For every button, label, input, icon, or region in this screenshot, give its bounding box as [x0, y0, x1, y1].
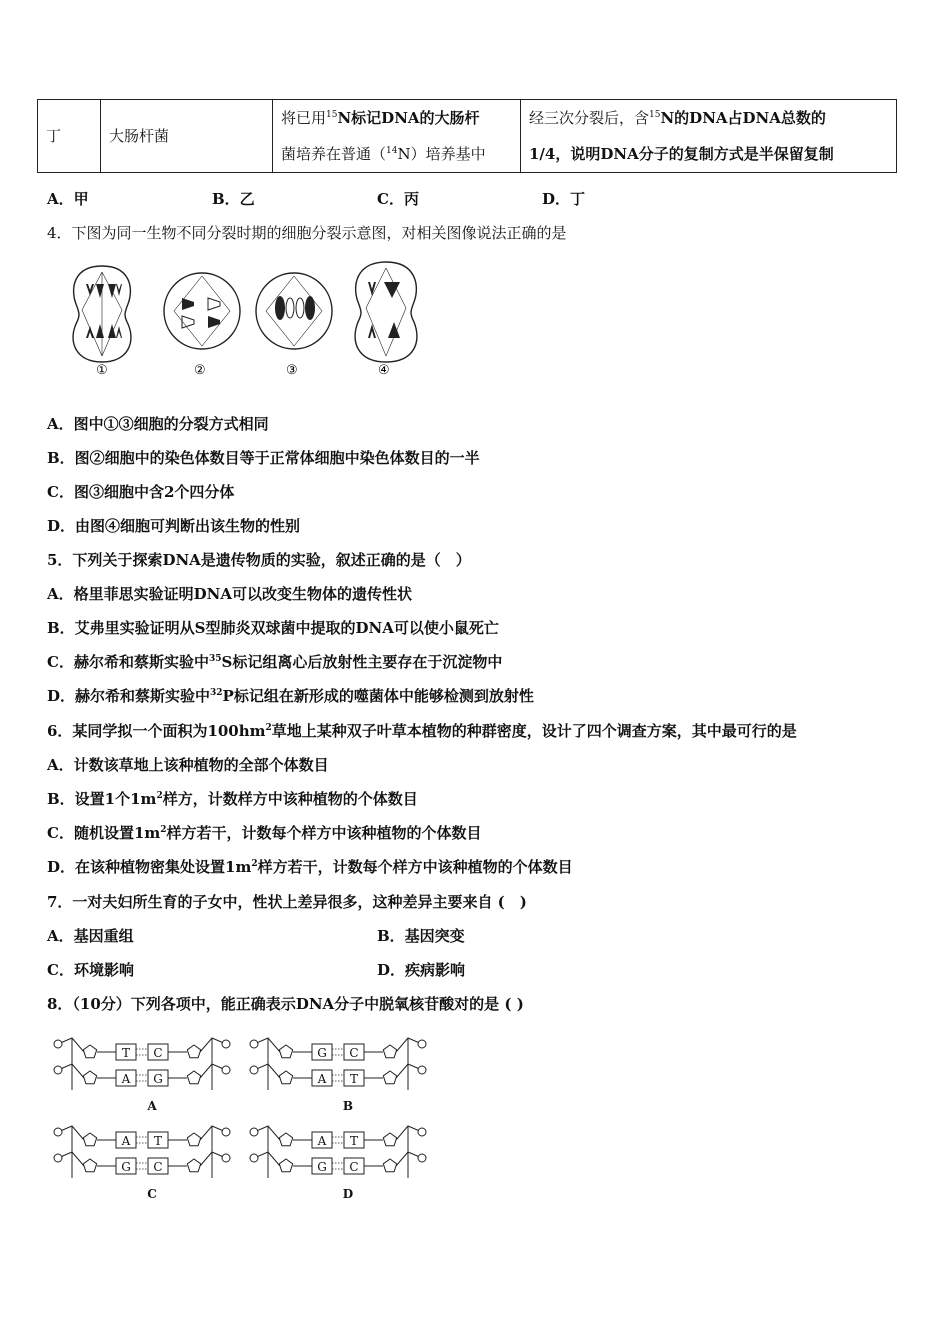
table-cell-method: 将已用$^{15}$N标记DNA的大肠杆 菌培养在普通（$^{14}$N）培养基中 [273, 100, 521, 173]
phosphate-circle [222, 1066, 230, 1074]
base-letter: C [349, 1160, 359, 1174]
deoxyribose-pentagon [383, 1045, 396, 1058]
panel-b [250, 1038, 426, 1113]
panel-a [54, 1038, 230, 1113]
q6-option-b: B．设置1个$1m^2$样方，计数样方中该种植物的个体数目 [47, 790, 418, 808]
phosphate-circle [222, 1128, 230, 1136]
q8-stem: 8．（10分）下列各项中，能正确表示DNA分子中脱氧核苷酸对的是 ( ) [47, 995, 524, 1013]
base-letter: A [121, 1072, 131, 1086]
deoxyribose-pentagon [279, 1071, 292, 1084]
base-letter: T [349, 1072, 359, 1086]
base-letter: A [121, 1134, 131, 1148]
base-letter: C [153, 1046, 163, 1060]
base-letter: G [317, 1046, 327, 1060]
panel-label: C [147, 1187, 157, 1201]
cell-1-label: ① [96, 363, 108, 378]
deoxyribose-pentagon [187, 1159, 200, 1172]
q7-option-c: C．环境影响 [47, 961, 134, 979]
phosphate-circle [418, 1154, 426, 1162]
base-letter: T [349, 1134, 359, 1148]
cell-4-label: ④ [378, 363, 390, 378]
deoxyribose-pentagon [383, 1133, 396, 1146]
cell-4-membrane [355, 262, 417, 362]
cell-2-membrane [164, 273, 240, 349]
q4-option-b: B．图②细胞中的染色体数目等于正常体细胞中染色体数目的一半 [47, 449, 480, 467]
panel-label: D [342, 1187, 354, 1201]
table-cell-conclusion: 经三次分裂后，含$^{15}$N的DNA占DNA总数的 1/4，说明DNA分子的复制方式是半保留复制 [521, 100, 897, 173]
table-cell-group: 丁 [38, 100, 101, 173]
deoxyribose-pentagon [187, 1045, 200, 1058]
phosphate-circle [222, 1154, 230, 1162]
cell-3-label: ③ [286, 363, 298, 378]
deoxyribose-pentagon [383, 1071, 396, 1084]
deoxyribose-pentagon [383, 1159, 396, 1172]
deoxyribose-pentagon [279, 1159, 292, 1172]
cell-division-figure [62, 258, 432, 380]
phosphate-circle [222, 1040, 230, 1048]
phosphate-circle [54, 1154, 62, 1162]
base-letter: C [153, 1160, 163, 1174]
deoxyribose-pentagon [187, 1133, 200, 1146]
base-letter: A [317, 1134, 327, 1148]
deoxyribose-pentagon [83, 1045, 96, 1058]
phosphate-circle [250, 1040, 258, 1048]
q5-stem: 5．下列关于探索DNA是遗传物质的实验，叙述正确的是（ ） [47, 551, 471, 569]
cell-2-label: ② [194, 363, 206, 378]
q5-option-b: B．艾弗里实验证明从S型肺炎双球菌中提取的DNA可以使小鼠死亡 [47, 619, 499, 637]
deoxyribose-pentagon [187, 1071, 200, 1084]
panel-d [250, 1126, 426, 1201]
nucleotide-pair-figure [52, 1030, 436, 1206]
q6-option-c: C．随机设置$1m^2$样方若干，计数每个样方中该种植物的个体数目 [47, 824, 482, 842]
q4-option-c: C．图③细胞中含2个四分体 [47, 483, 235, 501]
phosphate-circle [54, 1066, 62, 1074]
panel-label: A [147, 1099, 157, 1113]
phosphate-circle [250, 1066, 258, 1074]
phosphate-circle [54, 1128, 62, 1136]
table-cell-material: 大肠杆菌 [101, 100, 273, 173]
q7-option-d: D．疾病影响 [377, 961, 466, 979]
panel-c [54, 1126, 230, 1201]
deoxyribose-pentagon [279, 1045, 292, 1058]
q5-option-a: A．格里菲思实验证明DNA可以改变生物体的遗传性状 [47, 585, 412, 603]
q3-option-b: B．乙 [212, 190, 255, 208]
table-row [38, 100, 897, 173]
base-letter: G [121, 1160, 131, 1174]
deoxyribose-pentagon [279, 1133, 292, 1146]
q7-option-b: B．基因突变 [377, 927, 465, 945]
q4-option-a: A．图中①③细胞的分裂方式相同 [47, 415, 269, 433]
q6-option-d: D．在该种植物密集处设置$1m^2$样方若干，计数每个样方中该种植物的个体数目 [47, 858, 573, 876]
q5-option-d: D．赫尔希和蔡斯实验中$^{32}$P标记组在新形成的噬菌体中能够检测到放射性 [47, 687, 534, 705]
q3-option-a: A．甲 [47, 190, 89, 208]
phosphate-circle [418, 1128, 426, 1136]
experiment-table [37, 99, 897, 173]
base-letter: T [121, 1046, 131, 1060]
q6-stem: 6．某同学拟一个面积为$100hm^2$草地上某种双子叶草本植物的种群密度，设计了四个调查方案，其中最可行的是 [47, 722, 797, 740]
q3-option-c: C．丙 [377, 190, 419, 208]
q4-stem: 4．下图为同一生物不同分裂时期的细胞分裂示意图，对相关图像说法正确的是 [47, 224, 567, 242]
phosphate-circle [418, 1040, 426, 1048]
base-letter: G [317, 1160, 327, 1174]
base-letter: G [153, 1072, 163, 1086]
phosphate-circle [54, 1040, 62, 1048]
q7-option-a: A．基因重组 [47, 927, 134, 945]
q5-option-c: C．赫尔希和蔡斯实验中$^{35}$S标记组离心后放射性主要存在于沉淀物中 [47, 653, 503, 671]
phosphate-circle [250, 1128, 258, 1136]
base-letter: T [153, 1134, 163, 1148]
deoxyribose-pentagon [83, 1071, 96, 1084]
q3-option-d: D．丁 [542, 190, 586, 208]
deoxyribose-pentagon [83, 1133, 96, 1146]
phosphate-circle [250, 1154, 258, 1162]
deoxyribose-pentagon [83, 1159, 96, 1172]
base-letter: A [317, 1072, 327, 1086]
q7-stem: 7．一对夫妇所生育的子女中，性状上差异很多，这种差异主要来自 ( ) [47, 893, 527, 911]
panel-label: B [342, 1099, 354, 1113]
phosphate-circle [418, 1066, 426, 1074]
q4-option-d: D．由图④细胞可判断出该生物的性别 [47, 517, 301, 535]
q6-option-a: A．计数该草地上该种植物的全部个体数目 [47, 756, 329, 774]
base-letter: C [349, 1046, 359, 1060]
